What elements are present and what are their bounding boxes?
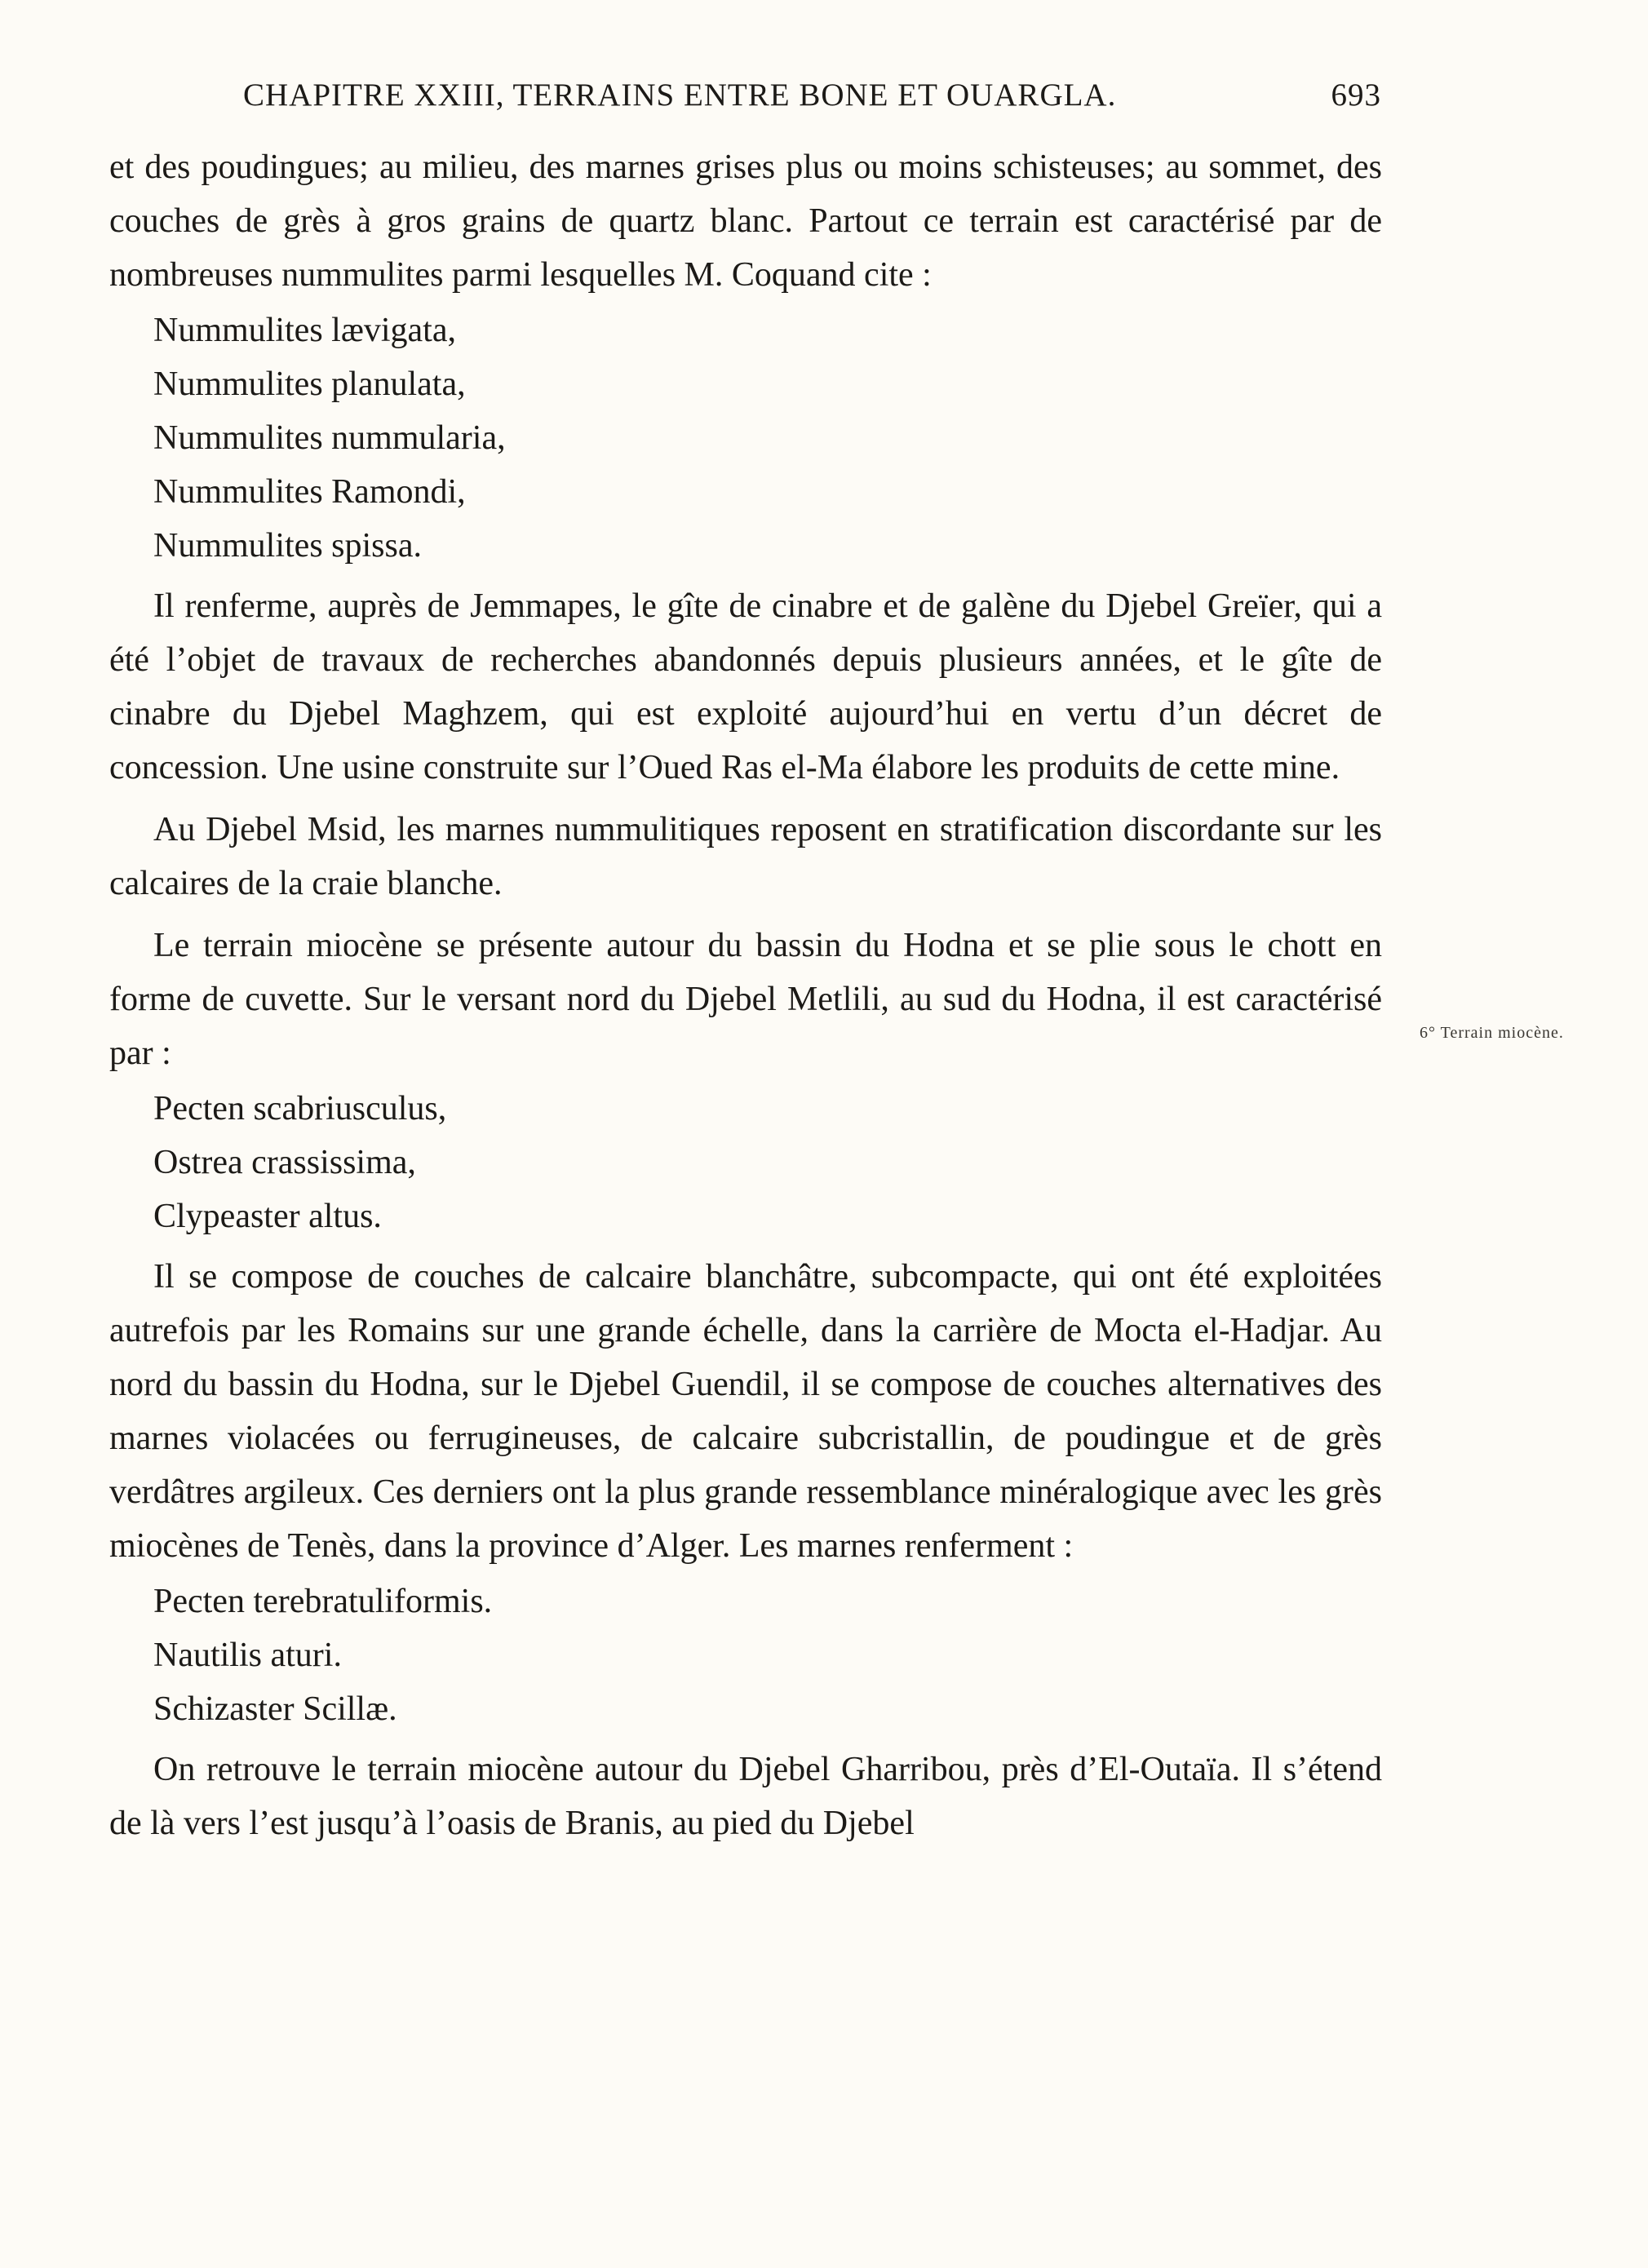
paragraph-5: Il se compose de couches de calcaire blanchâtre, subcompacte, qui ont été exploitées autrefois par les Romains sur une grande échelle, dans la carrière de Mocta el-Hadjar. Au nord du bassin du Hodna, sur le Djebel Guendil, il se compose de couches alternatives des marnes violacées ou ferrugineuses, de calcaire subcristallin, de poudingue et de grès verdâtres argileux. Ces derniers ont la plus grande ressemblance minéralogique avec les grès miocènes de Tenès, dans la province d’Alger. Les marnes renferment :	[109, 1258, 1382, 1565]
paragraph-4: Le terrain miocène se présente autour du bassin du Hodna et se plie sous le chott en forme de cuvette. Sur le versant nord du Djebel Metlili, au sud du Hodna, il est caractérisé par :	[109, 927, 1382, 1072]
paragraph-1: et des poudingues; au milieu, des marnes grises plus ou moins schisteuses; au sommet, des couches de grès à gros grains de quartz blanc. Partout ce terrain est caractérisé par de nombreuses nummulites parmi lesquelles M. Coquand cite :	[109, 148, 1382, 294]
nummulites-list	[109, 303, 1382, 573]
page-number: 693	[1331, 78, 1381, 113]
list-item: Schizaster Scillæ.	[153, 1690, 397, 1728]
list-item: Nummulites planulata,	[153, 365, 466, 403]
paragraph-2: Il renferme, auprès de Jemmapes, le gîte de cinabre et de galène du Djebel Greïer, qui a été l’objet de travaux de recherches abandonnés depuis plusieurs années, et le gîte de cinabre du Djebel Maghzem, qui est exploité aujourd’hui en vertu d’un décret de concession. Une usine construite sur l’Oued Ras el-Ma élabore les produits de cette mine.	[109, 587, 1382, 786]
list-item: Clypeaster altus.	[153, 1198, 382, 1235]
paragraph-3: Au Djebel Msid, les marnes nummulitiques reposent en stratification discordante sur les calcaires de la craie blanche.	[109, 811, 1382, 902]
list-item: Nummulites spissa.	[153, 527, 423, 565]
list-item: Nummulites Ramondi,	[153, 473, 466, 511]
list-item: Ostrea crassissima,	[153, 1144, 416, 1181]
list-item: Nummulites lævigata,	[153, 312, 456, 349]
marnes-fossils-list	[109, 1575, 1382, 1736]
body-text	[109, 140, 1382, 1850]
miocene-fossils-list	[109, 1082, 1382, 1243]
chapter-title: CHAPITRE XXIII, TERRAINS ENTRE BONE ET OUARGLA.	[243, 78, 1117, 113]
margin-note: 6° Terrain miocène.	[1420, 1024, 1564, 1042]
list-item: Pecten terebratuliformis.	[153, 1583, 493, 1620]
running-head	[243, 77, 1381, 121]
list-item: Nummulites nummularia,	[153, 419, 506, 457]
paragraph-6: On retrouve le terrain miocène autour du Djebel Gharribou, près d’El-Outaïa. Il s’étend de là vers l’est jusqu’à l’oasis de Branis, au pied du Djebel	[109, 1751, 1382, 1842]
list-item: Nautilis aturi.	[153, 1637, 342, 1674]
list-item: Pecten scabriusculus,	[153, 1090, 447, 1127]
